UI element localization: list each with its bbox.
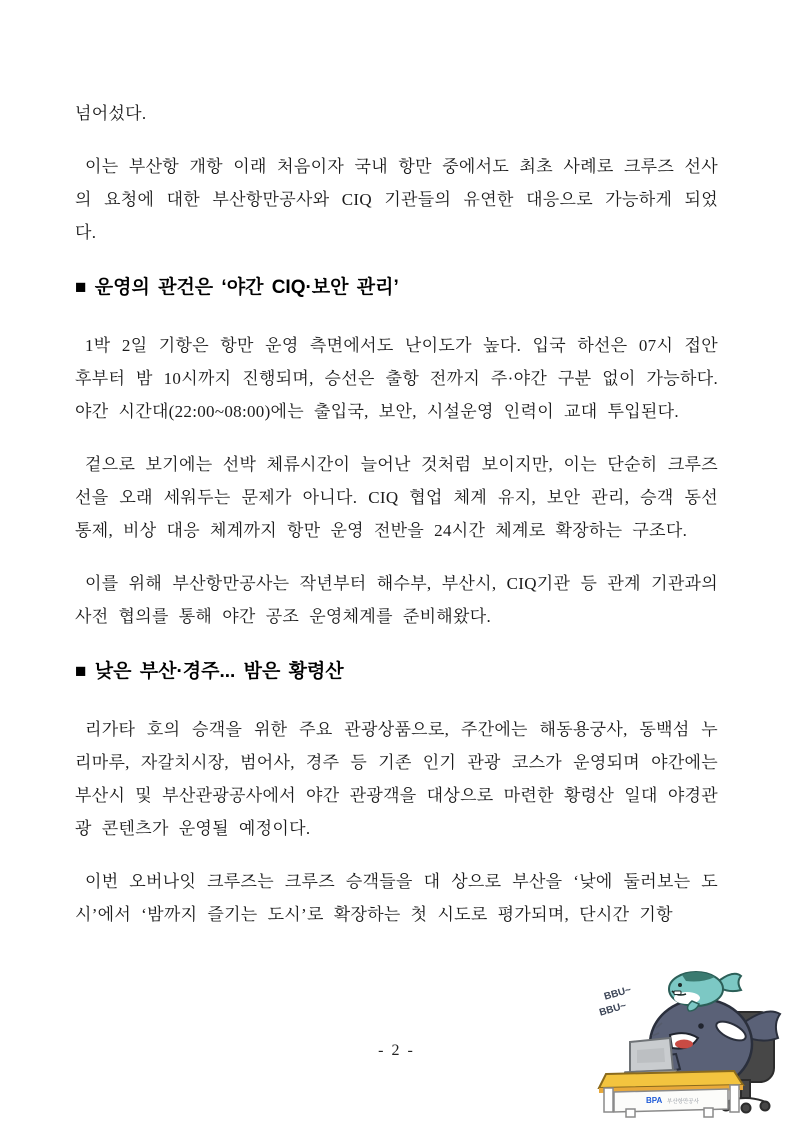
desk-leg (604, 1088, 613, 1112)
paragraph: 이를 위해 부산항만공사는 작년부터 해수부, 부산시, CIQ기관 등 관계 기관과의 사전 협의를 통해 야간 공조 운영체계를 준비해왔다. (75, 574, 718, 626)
desk-bpa-logo: BPA (646, 1096, 663, 1105)
baby-whale-teeth (674, 991, 681, 995)
desk-leg (704, 1108, 713, 1117)
orca-tongue (675, 1040, 693, 1049)
desk-bpa-logo-text: 부산항만공사 (667, 1099, 699, 1105)
desk (599, 1071, 743, 1117)
paragraph: 리가타 호의 승객을 위한 주요 관광상품으로, 주간에는 해동용궁사, 동백섬 누리마루, 자갈치시장, 범어사, 경주 등 기존 인기 관광 코스가 운영되며 야간에는 부산시 및 부산관광공사에서 야간 관광객을 대상으로 마련한 황령산 일대 야경관광 콘텐츠가 운영될 예정이다. (75, 720, 718, 838)
speech-text (594, 984, 636, 1018)
paragraph: 겉으로 보기에는 선박 체류시간이 늘어난 것처럼 보이지만, 이는 단순히 크루즈선을 오래 세워두는 문제가 아니다. CIQ 협업 체계 유지, 보안 관리, 승객 동선 통제, 비상 대응 체계까지 항만 운영 전반을 24시간 체계로 확장하는 구조다. (75, 455, 718, 540)
desk-top (599, 1071, 743, 1088)
page-number: - 2 - (378, 1042, 415, 1059)
orca-eye (698, 1023, 704, 1029)
desk-leg (730, 1085, 739, 1112)
section-heading-night-ciq: ■ 운영의 관건은 ‘야간 CIQ·보안 관리’ (75, 277, 399, 298)
svg-text:BBU~: BBU~ (598, 1000, 628, 1019)
paragraph: 1박 2일 기항은 항만 운영 측면에서도 난이도가 높다. 입국 하선은 07시 접안 후부터 밤 10시까지 진행되며, 승선은 출항 전까지 주·야간 구분 없이 가능하다. 야간 시간대(22:00~08:00)에는 출입국, 보안, 시설운영 인력이 교대 투입된다. (75, 336, 718, 421)
baby-whale-eye (678, 983, 682, 987)
desk-leg (626, 1109, 635, 1117)
paragraph: 넘어섰다. (75, 104, 147, 123)
bpa-mascot-illustration (584, 952, 790, 1118)
section-heading-day-night-tour: ■ 낮은 부산·경주... 밤은 황령산 (75, 661, 344, 682)
laptop-keyboard (637, 1048, 665, 1063)
svg-text:BBU~: BBU~ (602, 984, 633, 1003)
whale-mascot-icon (584, 952, 790, 1118)
paragraph: 이는 부산항 개항 이래 처음이자 국내 항만 중에서도 최초 사례로 크루즈 선사의 요청에 대한 부산항만공사와 CIQ 기관들의 유연한 대응으로 가능하게 되었다. (75, 157, 718, 242)
paragraph: 이번 오버나잇 크루즈는 크루즈 승객들을 대 상으로 부산을 ‘낮에 둘러보는 도시’에서 ‘밤까지 즐기는 도시’로 확장하는 첫 시도로 평가되며, 단시간 기항 (75, 872, 718, 924)
